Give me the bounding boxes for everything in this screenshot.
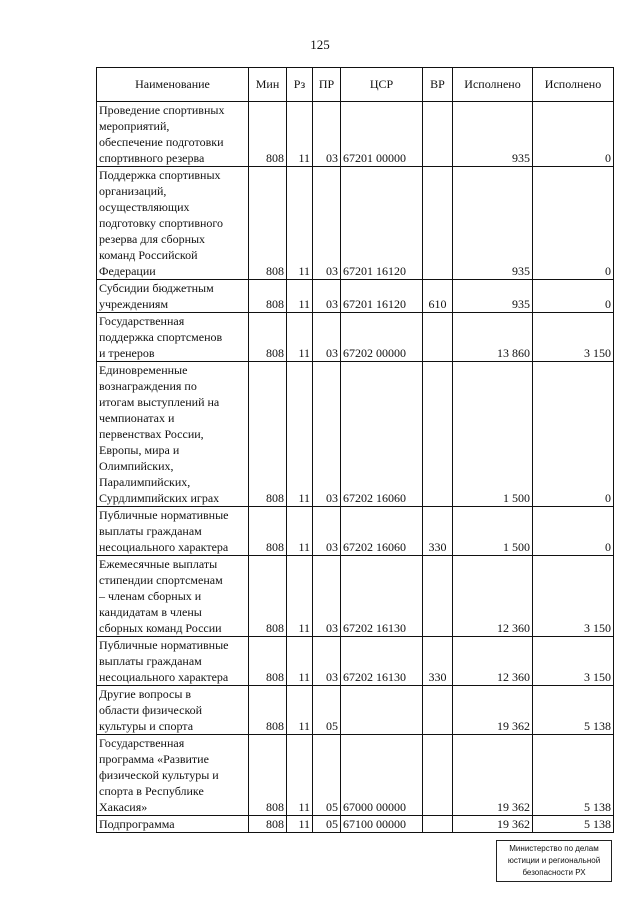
row-csr: 67201 16120 [341,280,423,313]
table-row [97,313,614,362]
row-vr [423,686,453,735]
header-rz: Рз [287,68,313,102]
row-pr: 03 [313,637,341,686]
row-min: 808 [249,816,287,833]
row-name: Поддержка спортивных организаций, осуществляющих подготовку спортивного резерва для сборных команд Российской Федерации [97,167,249,280]
row-vr: 330 [423,637,453,686]
row-rz: 11 [287,735,313,816]
table-row [97,556,614,637]
table-row [97,507,614,556]
row-executed-2: 3 150 [533,637,614,686]
row-executed-1: 935 [453,167,533,280]
row-pr: 03 [313,167,341,280]
table-row [97,735,614,816]
row-pr: 05 [313,816,341,833]
row-rz: 11 [287,816,313,833]
table-header-row [97,68,614,102]
row-rz: 11 [287,362,313,507]
row-pr: 03 [313,280,341,313]
table-row [97,637,614,686]
row-min: 808 [249,507,287,556]
row-pr: 03 [313,313,341,362]
header-executed-2: Исполнено [533,68,614,102]
row-rz: 11 [287,313,313,362]
row-csr: 67100 00000 [341,816,423,833]
row-vr [423,556,453,637]
header-name: Наименование [97,68,249,102]
row-executed-2: 3 150 [533,556,614,637]
row-executed-2: 5 138 [533,735,614,816]
row-rz: 11 [287,280,313,313]
row-pr: 03 [313,362,341,507]
row-rz: 11 [287,167,313,280]
budget-table [96,67,614,833]
table-row [97,280,614,313]
row-executed-1: 12 360 [453,556,533,637]
row-min: 808 [249,637,287,686]
row-csr: 67202 16130 [341,637,423,686]
row-vr [423,816,453,833]
row-executed-2: 0 [533,167,614,280]
row-executed-2: 5 138 [533,686,614,735]
row-executed-2: 0 [533,507,614,556]
table-row [97,362,614,507]
row-min: 808 [249,686,287,735]
row-executed-2: 5 138 [533,816,614,833]
row-name: Единовременные вознаграждения по итогам выступлений на чемпионатах и первенствах России, Европы, мира и Олимпийских, Паралимпийских, Сурдлимпийских играх [97,362,249,507]
row-pr: 03 [313,507,341,556]
row-vr: 610 [423,280,453,313]
row-csr [341,686,423,735]
row-min: 808 [249,556,287,637]
header-pr: ПР [313,68,341,102]
row-executed-1: 935 [453,280,533,313]
row-csr: 67202 16130 [341,556,423,637]
row-vr [423,735,453,816]
row-name: Государственная поддержка спортсменов и тренеров [97,313,249,362]
row-executed-1: 1 500 [453,362,533,507]
row-executed-1: 13 860 [453,313,533,362]
row-vr [423,313,453,362]
row-name: Субсидии бюджетным учреждениям [97,280,249,313]
row-pr: 05 [313,735,341,816]
row-executed-2: 0 [533,102,614,167]
row-vr: 330 [423,507,453,556]
row-name: Государственная программа «Развитие физической культуры и спорта в Республике Хакасия» [97,735,249,816]
row-vr [423,102,453,167]
row-name: Публичные нормативные выплаты гражданам несоциального характера [97,507,249,556]
row-min: 808 [249,313,287,362]
row-csr: 67202 16060 [341,362,423,507]
row-executed-1: 12 360 [453,637,533,686]
row-executed-2: 3 150 [533,313,614,362]
row-vr [423,362,453,507]
row-executed-2: 0 [533,280,614,313]
row-csr: 67202 16060 [341,507,423,556]
row-executed-1: 19 362 [453,686,533,735]
row-executed-1: 935 [453,102,533,167]
row-pr: 05 [313,686,341,735]
row-min: 808 [249,167,287,280]
header-csr: ЦСР [341,68,423,102]
row-executed-1: 19 362 [453,816,533,833]
page-number: 125 [310,37,330,52]
row-name: Другие вопросы в области физической культуры и спорта [97,686,249,735]
row-min: 808 [249,735,287,816]
row-executed-1: 1 500 [453,507,533,556]
table-row [97,102,614,167]
row-csr: 67201 00000 [341,102,423,167]
row-executed-1: 19 362 [453,735,533,816]
table-row [97,816,614,833]
row-csr: 67202 00000 [341,313,423,362]
row-vr [423,167,453,280]
row-rz: 11 [287,686,313,735]
row-csr: 67000 00000 [341,735,423,816]
row-min: 808 [249,362,287,507]
row-rz: 11 [287,637,313,686]
row-name: Публичные нормативные выплаты гражданам несоциального характера [97,637,249,686]
row-csr: 67201 16120 [341,167,423,280]
row-name: Подпрограмма [97,816,249,833]
header-executed-1: Исполнено [453,68,533,102]
row-executed-2: 0 [533,362,614,507]
row-name: Ежемесячные выплаты стипендии спортсменам – членам сборных и кандидатам в члены сборных команд России [97,556,249,637]
header-vr: ВР [423,68,453,102]
row-min: 808 [249,102,287,167]
ministry-stamp: Министерство по делам юстиции и региональной безопасности РХ [496,840,612,882]
row-rz: 11 [287,102,313,167]
row-min: 808 [249,280,287,313]
table-row [97,686,614,735]
row-rz: 11 [287,507,313,556]
row-pr: 03 [313,102,341,167]
table-row [97,167,614,280]
row-pr: 03 [313,556,341,637]
header-min: Мин [249,68,287,102]
row-rz: 11 [287,556,313,637]
row-name: Проведение спортивных мероприятий, обеспечение подготовки спортивного резерва [97,102,249,167]
